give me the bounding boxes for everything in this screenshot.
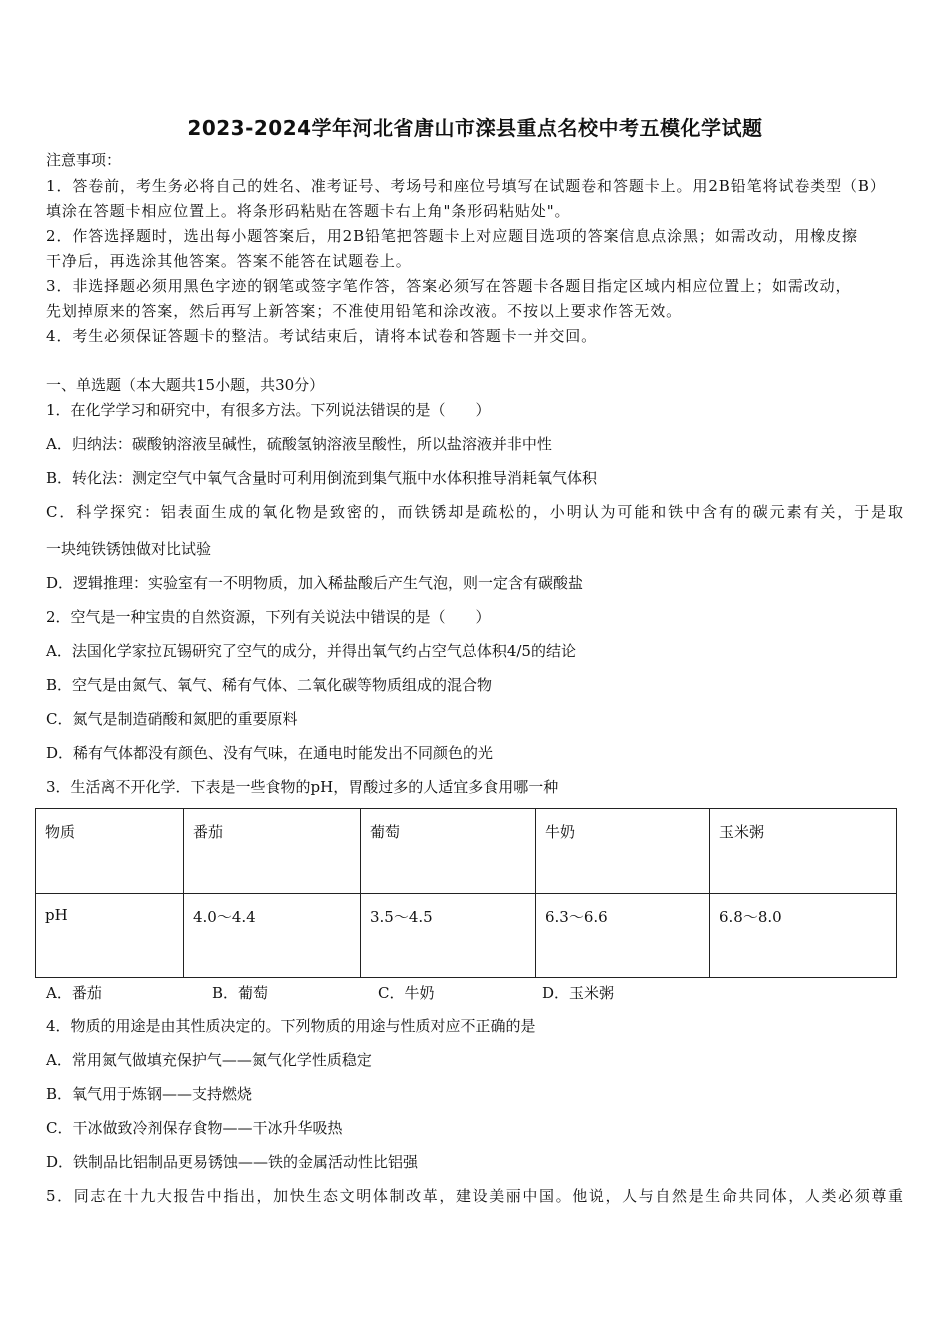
q2-option-a: A．法国化学家拉瓦锡研究了空气的成分，并得出氧气约占空气总体积4/5的结论: [46, 642, 576, 660]
notice-heading: 注意事项：: [46, 151, 122, 169]
q4-option-c: C．干冰做致冷剂保存食物——干冰升华吸热: [46, 1119, 343, 1137]
q4-option-b: B．氧气用于炼钢——支持燃烧: [46, 1085, 253, 1103]
table-cell: 物质: [36, 809, 184, 894]
q5-stem: 5．同志在十九大报告中指出，加快生态文明体制改革，建设美丽中国。他说，人与自然是生命共同体，人类必须尊重: [46, 1187, 903, 1205]
q1-option-c-cont: 一块纯铁锈蚀做对比试验: [46, 540, 212, 558]
q3-option-b: B．葡萄: [212, 984, 269, 1002]
q3-option-a: A．番茄: [46, 984, 102, 1002]
table-cell: 6.3～6.6: [536, 893, 710, 978]
q2-stem: 2．空气是一种宝贵的自然资源，下列有关说法中错误的是（ ）: [46, 608, 491, 626]
q2-option-d: D．稀有气体都没有颜色、没有气味，在通电时能发出不同颜色的光: [46, 744, 494, 762]
notice-line-5: 3．非选择题必须用黑色字迹的钢笔或签字笔作答，答案必须写在答题卡各题目指定区域内相应位置上；如需改动，: [46, 277, 852, 295]
q1-option-a: A．归纳法：碳酸钠溶液呈碱性，硫酸氢钠溶液呈酸性，所以盐溶液并非中性: [46, 435, 552, 453]
table-cell: 3.5～4.5: [361, 893, 536, 978]
table-cell: 4.0～4.4: [184, 893, 361, 978]
q3-option-c: C．牛奶: [378, 984, 435, 1002]
ph-table: [35, 808, 897, 978]
table-cell: 番茄: [184, 809, 361, 894]
notice-line-4: 干净后，再选涂其他答案。答案不能答在试题卷上。: [46, 252, 412, 270]
notice-line-7: 4．考生必须保证答题卡的整洁。考试结束后，请将本试卷和答题卡一并交回。: [46, 327, 598, 345]
q2-option-b: B．空气是由氮气、氧气、稀有气体、二氧化碳等物质组成的混合物: [46, 676, 493, 694]
table-row: [36, 893, 897, 978]
q3-option-d: D．玉米粥: [542, 984, 615, 1002]
q3-stem: 3．生活离不开化学．下表是一些食物的pH，胃酸过多的人适宜多食用哪一种: [46, 778, 559, 796]
table-row: [36, 809, 897, 894]
table-cell: 6.8～8.0: [710, 893, 897, 978]
notice-line-3: 2．作答选择题时，选出每小题答案后，用2B铅笔把答题卡上对应题目选项的答案信息点涂黑；如需改动，用橡皮擦: [46, 227, 858, 245]
table-cell: 牛奶: [536, 809, 710, 894]
q1-option-d: D．逻辑推理：实验室有一不明物质，加入稀盐酸后产生气泡，则一定含有碳酸盐: [46, 574, 584, 592]
q2-option-c: C．氮气是制造硝酸和氮肥的重要原料: [46, 710, 298, 728]
q4-option-d: D．铁制品比铝制品更易锈蚀——铁的金属活动性比铝强: [46, 1153, 419, 1171]
exam-title: 2023-2024学年河北省唐山市滦县重点名校中考五模化学试题: [187, 116, 763, 140]
q1-option-b: B．转化法：测定空气中氧气含量时可利用倒流到集气瓶中水体积推导消耗氧气体积: [46, 469, 598, 487]
notice-line-2: 填涂在答题卡相应位置上。将条形码粘贴在答题卡右上角"条形码粘贴处"。: [46, 202, 571, 220]
q4-option-a: A．常用氮气做填充保护气——氮气化学性质稳定: [46, 1051, 372, 1069]
table-cell: pH: [36, 893, 184, 978]
notice-line-6: 先划掉原来的答案，然后再写上新答案；不准使用铅笔和涂改液。不按以上要求作答无效。: [46, 302, 683, 320]
notice-line-1: 1．答卷前，考生务必将自己的姓名、准考证号、考场号和座位号填写在试题卷和答题卡上。用2B铅笔将试卷类型（B）: [46, 177, 886, 195]
q1-option-c: C．科学探究：铝表面生成的氧化物是致密的，而铁锈却是疏松的，小明认为可能和铁中含有的碳元素有关，于是取: [46, 503, 903, 521]
table-cell: 玉米粥: [710, 809, 897, 894]
table-cell: 葡萄: [361, 809, 536, 894]
section-heading: 一、单选题（本大题共15小题，共30分）: [46, 376, 325, 394]
q1-stem: 1．在化学学习和研究中，有很多方法。下列说法错误的是（ ）: [46, 401, 491, 419]
q4-stem: 4．物质的用途是由其性质决定的。下列物质的用途与性质对应不正确的是: [46, 1017, 536, 1035]
